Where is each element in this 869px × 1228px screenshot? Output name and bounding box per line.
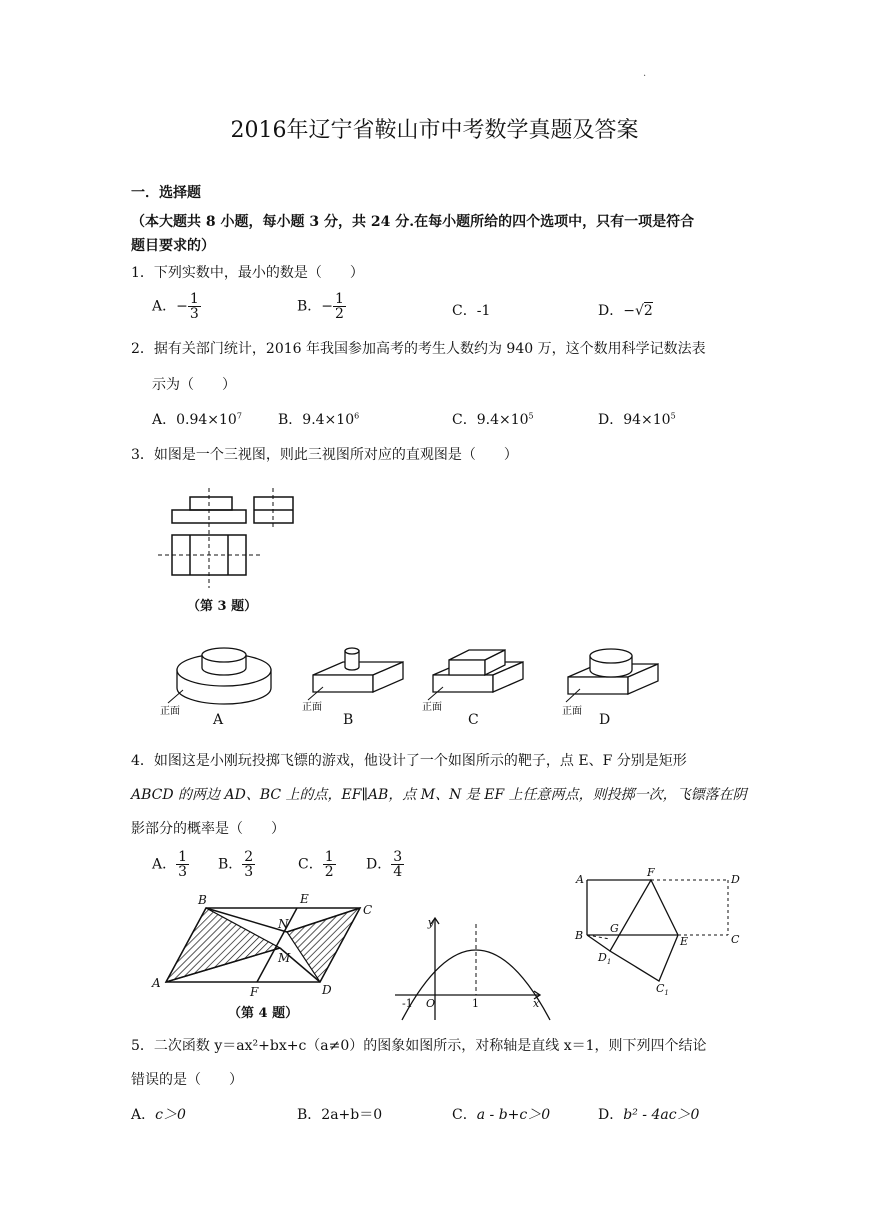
q3-option-b-figure (302, 645, 415, 715)
q5-a-label: A． (131, 1107, 156, 1123)
top-mark: . (643, 68, 647, 79)
fold-pt-e: E (680, 935, 689, 948)
q5-d-label: D． (598, 1107, 624, 1123)
q3-option-c-figure (422, 640, 535, 715)
q3-c-front-label: 正面 (422, 702, 442, 713)
q5-d-text: b² - 4ac＞0 (623, 1107, 700, 1123)
q5-line2: 错误的是（ ） (131, 1072, 243, 1088)
pt-e: E (300, 892, 309, 906)
q1-a-den: 3 (189, 306, 199, 322)
fold-figure (570, 865, 750, 995)
q4-b-fraction (242, 850, 255, 879)
q1-a-sign: − (176, 298, 188, 315)
q1-option-b (297, 292, 346, 321)
q1-stem: 1．下列实数中，最小的数是（ ） (131, 265, 364, 281)
q1-c-label: C． (452, 303, 477, 319)
fold-pt-c1-main: C (656, 982, 665, 995)
axis-y-label: y (427, 916, 434, 929)
q1-b-num: 1 (335, 291, 344, 307)
parabola-figure (390, 910, 550, 1020)
axis-x-label: x (533, 997, 540, 1010)
q2-d-base: 94×10 (623, 412, 671, 428)
q1-d-radicand: 2 (643, 303, 653, 319)
q3-option-b-letter: B (343, 712, 354, 728)
q4-b-den: 3 (244, 864, 254, 880)
fold-pt-a: A (576, 873, 584, 886)
q3-figure-caption: （第 3 题） (187, 599, 258, 614)
q4-b-num: 2 (244, 849, 254, 865)
q5-b-label: B． (297, 1107, 322, 1123)
q1-option-d (598, 300, 653, 320)
q5-b-text: 2a+b＝0 (321, 1107, 383, 1123)
q3-option-c-letter: C (468, 712, 479, 728)
q1-a-fraction (188, 292, 201, 321)
q2-c-label: C． (452, 412, 477, 428)
q4-line3: 影部分的概率是（ ） (131, 821, 285, 837)
q4-line2: ABCD 的两边 AD、BC 上的点，EF∥AB，点 M、N 是 EF 上任意两点，则投掷一次，飞镖落在阴 (131, 787, 747, 803)
pt-b: B (198, 893, 207, 907)
folded-quadrilateral (610, 880, 678, 981)
q4-a-fraction (176, 850, 189, 879)
fold-pt-b: B (575, 929, 584, 942)
pt-n: N (278, 917, 289, 931)
q2-b-base: 9.4×10 (302, 412, 355, 428)
q2-stem-line2: 示为（ ） (152, 377, 236, 393)
pt-f: F (250, 985, 259, 999)
q4-option-d (366, 850, 404, 879)
q5-a-text: c＞0 (155, 1107, 186, 1123)
q2-option-d (598, 409, 676, 429)
three-view-figure (150, 480, 290, 600)
fold-pt-d1-main: D (598, 951, 607, 964)
q2-a-label: A． (152, 412, 177, 428)
q5-c-label: C． (452, 1107, 477, 1123)
q1-b-den: 2 (335, 306, 344, 322)
fold-pt-d: D (731, 873, 740, 886)
q1-b-label: B． (297, 298, 322, 315)
q3-option-d-figure (560, 642, 670, 717)
q3-d-front-label: 正面 (562, 706, 582, 717)
q2-d-label: D． (598, 412, 624, 428)
q1-b-sign: − (321, 298, 334, 315)
q5-option-d (598, 1104, 699, 1124)
q2-a-base: 0.94×10 (176, 412, 237, 428)
q4-c-fraction (323, 850, 336, 879)
section-intro-line2: 题目要求的） (131, 238, 215, 254)
fold-pt-d1 (597, 951, 611, 966)
q4-c-label: C． (298, 856, 323, 873)
q1-a-label: A． (152, 298, 177, 315)
q1-b-fraction (333, 292, 346, 321)
q4-d-den: 4 (393, 864, 403, 880)
q4-d-label: D． (366, 856, 392, 873)
q2-option-a (152, 409, 242, 429)
q2-b-exp: 6 (354, 411, 360, 421)
shaded-triangle-right (287, 908, 360, 982)
q5-option-c (452, 1104, 550, 1124)
q1-a-num: 1 (189, 291, 199, 307)
q4-option-c (298, 850, 336, 879)
tick-neg1: -1 (402, 997, 413, 1010)
q3-a-front-label: 正面 (160, 706, 180, 717)
fold-pt-c: C (731, 933, 740, 946)
section-heading: 一．选择题 (131, 185, 201, 201)
q3-option-a-letter: A (213, 712, 224, 728)
q4-b-label: B． (218, 856, 243, 873)
tick-one: 1 (472, 997, 479, 1010)
q4-line1: 4．如图这是小刚玩投掷飞镖的游戏，他设计了一个如图所示的靶子，点 E、F 分别是矩形 (131, 753, 687, 769)
q5-line1: 5．二次函数 y＝ax²+bx+c（a≠0）的图象如图所示，对称轴是直线 x＝1，则下列四个结论 (131, 1038, 707, 1054)
origin-label: O (426, 997, 436, 1010)
section-intro-line1: （本大题共 8 小题，每小题 3 分，共 24 分.在每小题所给的四个选项中，只有一项是符合 (131, 214, 695, 230)
q3-stem: 3．如图是一个三视图，则此三视图所对应的直观图是（ ） (131, 447, 518, 463)
q4-d-fraction (391, 850, 404, 879)
q1-option-c (452, 300, 490, 320)
pt-c: C (363, 903, 373, 917)
pt-a: A (152, 976, 161, 990)
q2-option-c (452, 409, 534, 429)
front-view-top (190, 497, 232, 510)
fold-pt-g: G (610, 922, 619, 935)
q2-b-label: B． (278, 412, 303, 428)
q5-c-text: a - b+c＞0 (476, 1107, 551, 1123)
fold-pt-d1-sub: 1 (606, 958, 612, 966)
q4-c-den: 2 (324, 864, 334, 880)
page-title: 2016年辽宁省鞍山市中考数学真题及答案 (230, 118, 639, 143)
q4-a-label: A． (152, 856, 177, 873)
dart-board-figure (150, 890, 380, 1015)
q3-option-a-figure (160, 638, 285, 718)
q4-d-num: 3 (393, 849, 403, 865)
q2-a-exp: 7 (236, 411, 242, 421)
fold-pt-c1 (656, 982, 669, 997)
pt-d: D (322, 983, 332, 997)
fold-pt-f: F (647, 866, 655, 879)
q4-c-num: 1 (324, 849, 334, 865)
q2-c-base: 9.4×10 (476, 412, 529, 428)
fold-pt-c1-sub: 1 (664, 989, 669, 997)
pt-m: M (278, 951, 291, 965)
q2-d-exp: 5 (670, 411, 676, 421)
q4-option-b (218, 850, 255, 879)
q4-a-num: 1 (178, 849, 188, 865)
q2-stem-line1: 2．据有关部门统计，2016 年我国参加高考的考生人数约为 940 万，这个数用科学记数法表 (131, 341, 706, 357)
q4-a-den: 3 (178, 864, 188, 880)
sqrt-icon: √ (634, 303, 644, 319)
q4-figure-caption: （第 4 题） (228, 1006, 299, 1021)
q1-d-sign: − (623, 303, 635, 319)
q1-d-label: D． (598, 303, 624, 319)
q4-option-a (152, 850, 189, 879)
q5-option-a (131, 1104, 186, 1124)
q1-option-a (152, 292, 201, 321)
q3-option-d-letter: D (599, 712, 611, 728)
q5-option-b (297, 1104, 382, 1124)
q2-option-b (278, 409, 359, 429)
q1-c-value: -1 (476, 303, 491, 319)
q3-b-front-label: 正面 (302, 702, 322, 713)
q2-c-exp: 5 (528, 411, 534, 421)
